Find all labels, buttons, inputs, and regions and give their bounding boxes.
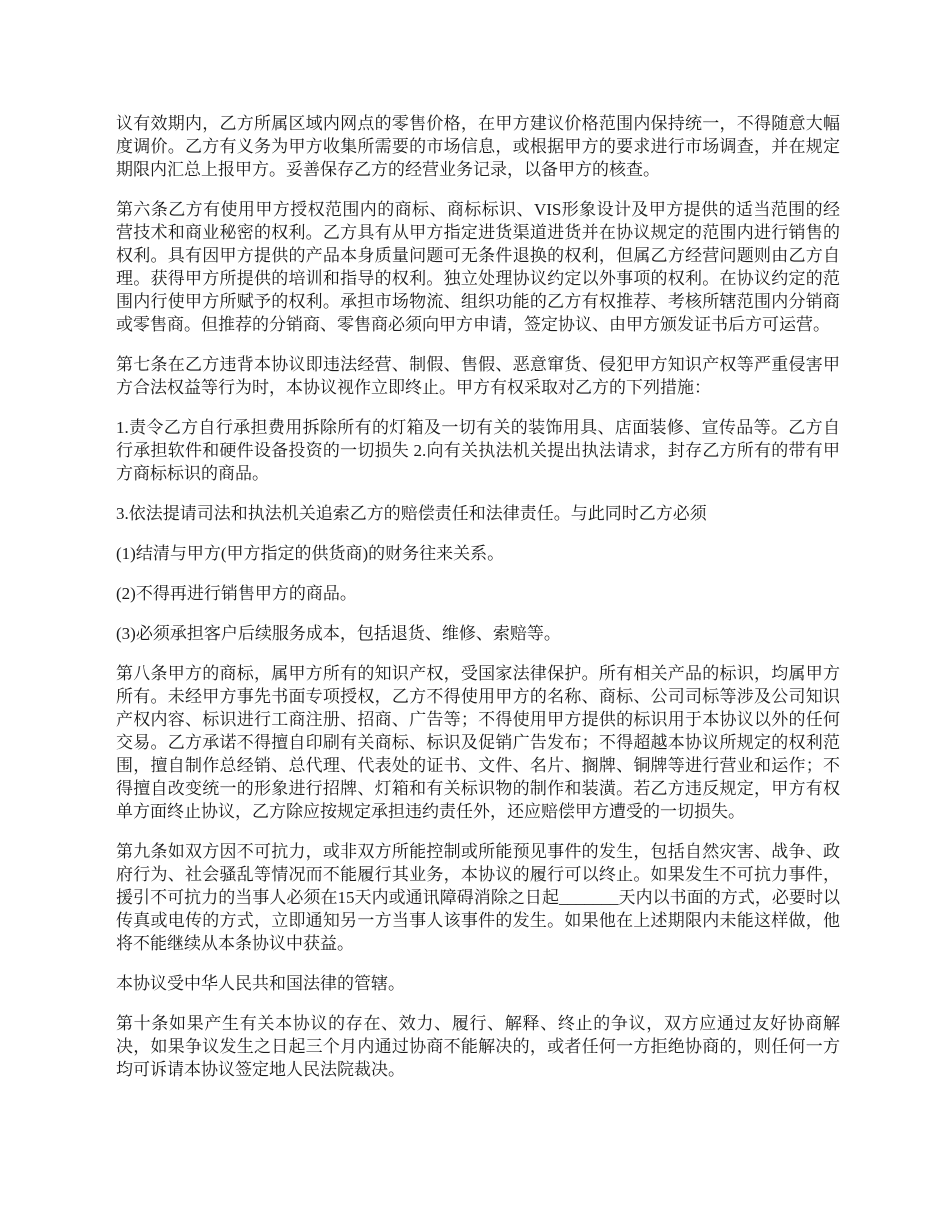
paragraph-measure-3: 3.依法提请司法和执法机关追索乙方的赔偿责任和法律责任。与此同时乙方必须 bbox=[116, 504, 707, 523]
paragraph-price-and-market-info: 议有效期内，乙方所属区域内网点的零售价格，在甲方建议价格范围内保持统一，不得随意大幅度调价。乙方有义务为甲方收集所需要的市场信息，或根据甲方的要求进行市场调查，并在规定期限内汇总上报甲方。妥善保存乙方的经营业务记录，以备甲方的核查。 bbox=[116, 114, 840, 179]
paragraph-measure-1-2: 1.责令乙方自行承担费用拆除所有的灯箱及一切有关的装饰用具、店面装修、宣传品等。乙方自行承担软件和硬件设备投资的一切损失 2.向有关执法机关提出执法请求，封存乙方所有的带有甲方商标标识的商品。 bbox=[116, 418, 840, 483]
paragraph-article-7: 第七条在乙方违背本协议即违法经营、制假、售假、恶意窜货、侵犯甲方知识产权等严重侵害甲方合法权益等行为时，本协议视作立即终止。甲方有权采取对乙方的下列措施： bbox=[116, 355, 840, 397]
paragraph-article-6: 第六条乙方有使用甲方授权范围内的商标、商标标识、VIS形象设计及甲方提供的适当范围的经营技术和商业秘密的权利。乙方具有从甲方指定进货渠道进货并在协议规定的范围内进行销售的权利。具有因甲方提供的产品本身质量问题可无条件退换的权利，但属乙方经营问题则由乙方自理。获得甲方所提供的培训和指导的权利。独立处理协议约定以外事项的权利。在协议约定的范围内行使甲方所赋予的权利。承担市场物流、组织功能的乙方有权推荐、考核所辖范围内分销商或零售商。但推荐的分销商、零售商必须向甲方申请，签定协议、由甲方颁发证书后方可运营。 bbox=[116, 200, 840, 334]
document-page bbox=[116, 112, 840, 1098]
paragraph-governing-law: 本协议受中华人民共和国法律的管辖。 bbox=[116, 974, 405, 993]
paragraph-article-9: 第九条如双方因不可抗力，或非双方所能控制或所能预见事件的发生，包括自然灾害、战争、政府行为、社会骚乱等情况而不能履行其业务，本协议的履行可以终止。如果发生不可抗力事件，援引不可抗力的当事人必须在15天内或通讯障碍消除之日起_______天内以书面的方式，必要时以传真或电传的方式，立即通知另一方当事人该事件的发生。如果他在上述期限内未能这样做，他将不能继续从本条协议中获益。 bbox=[116, 842, 840, 953]
paragraph-article-8: 第八条甲方的商标，属甲方所有的知识产权，受国家法律保护。所有相关产品的标识，均属甲方所有。未经甲方事先书面专项授权，乙方不得使用甲方的名称、商标、公司司标等涉及公司知识产权内容、标识进行工商注册、招商、广告等；不得使用甲方提供的标识用于本协议以外的任何交易。乙方承诺不得擅自印刷有关商标、标识及促销广告发布；不得超越本协议所规定的权利范围，擅自制作总经销、总代理、代表处的证书、文件、名片、搁牌、铜牌等进行营业和运作；不得擅自改变统一的形象进行招牌、灯箱和有关标识物的制作和装潢。若乙方违反规定，甲方有权单方面终止协议，乙方除应按规定承担违约责任外，还应赔偿甲方遭受的一切损失。 bbox=[116, 664, 840, 821]
paragraph-item-3: (3)必须承担客户后续服务成本，包括退货、维修、索赔等。 bbox=[116, 624, 561, 643]
paragraph-article-10: 第十条如果产生有关本协议的存在、效力、履行、解释、终止的争议，双方应通过友好协商解决，如果争议发生之日起三个月内通过协商不能解决的，或者任何一方拒绝协商的，则任何一方均可诉请本协议签定地人民法院裁决。 bbox=[116, 1014, 840, 1079]
paragraph-item-2: (2)不得再进行销售甲方的商品。 bbox=[116, 584, 357, 603]
paragraph-item-1: (1)结清与甲方(甲方指定的供货商)的财务往来关系。 bbox=[116, 544, 505, 563]
